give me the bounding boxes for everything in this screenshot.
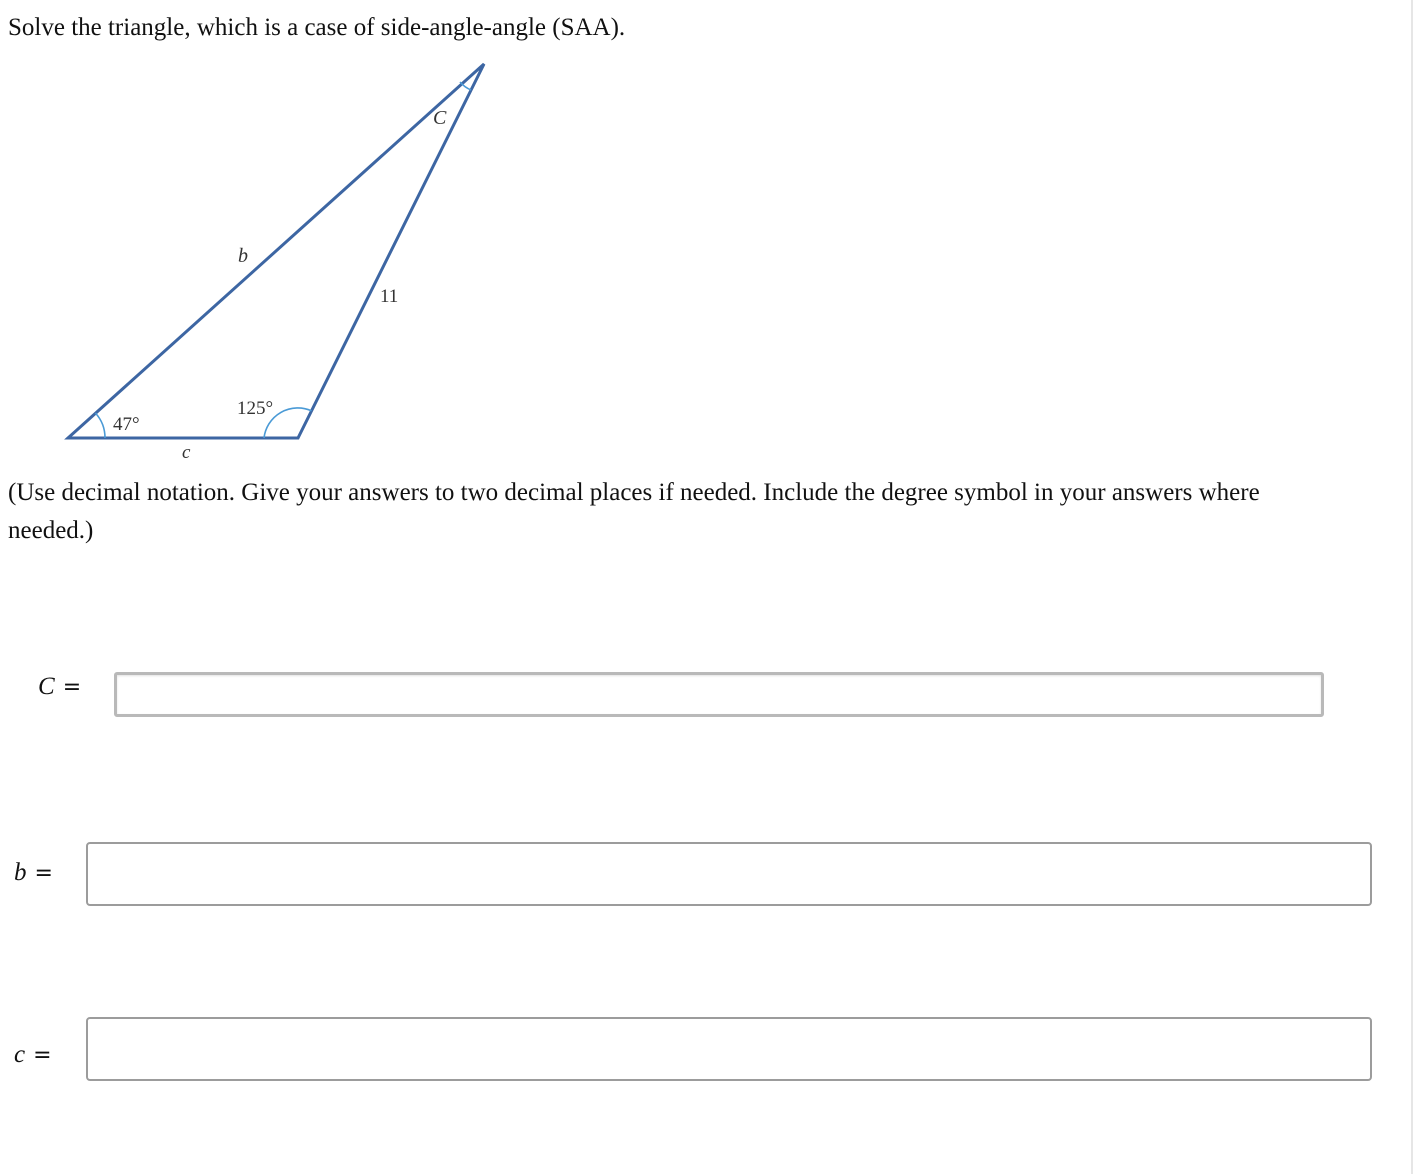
equals-sign: = xyxy=(62,675,82,700)
angle-label-c: C xyxy=(433,107,447,129)
page-right-edge xyxy=(1411,0,1413,1174)
equals-sign: = xyxy=(33,1043,52,1068)
variable-b: b xyxy=(14,859,27,886)
answer-label-c xyxy=(14,1040,52,1071)
angle-label-125: 125° xyxy=(237,398,274,419)
triangle-outline xyxy=(68,64,484,438)
question-text: Solve the triangle, which is a case of side-angle-angle (SAA). xyxy=(8,14,626,41)
side-label-11: 11 xyxy=(380,286,399,307)
variable-C: C xyxy=(38,673,55,700)
instructions-text: (Use decimal notation. Give your answers to two decimal places if needed. Include the degree symbol in your answers where needed.) xyxy=(8,479,1260,544)
side-label-c: c xyxy=(182,442,191,463)
answer-label-C xyxy=(38,672,81,703)
variable-c: c xyxy=(14,1041,26,1068)
answer-input-C[interactable] xyxy=(114,672,1324,717)
answer-input-b[interactable] xyxy=(86,842,1372,906)
angle-arc-47 xyxy=(95,413,105,438)
answer-input-c[interactable] xyxy=(86,1017,1372,1081)
equals-sign: = xyxy=(34,861,53,886)
side-label-b: b xyxy=(238,245,248,267)
angle-label-47: 47° xyxy=(113,414,140,435)
answer-label-b xyxy=(14,858,53,889)
triangle-figure xyxy=(0,0,500,470)
